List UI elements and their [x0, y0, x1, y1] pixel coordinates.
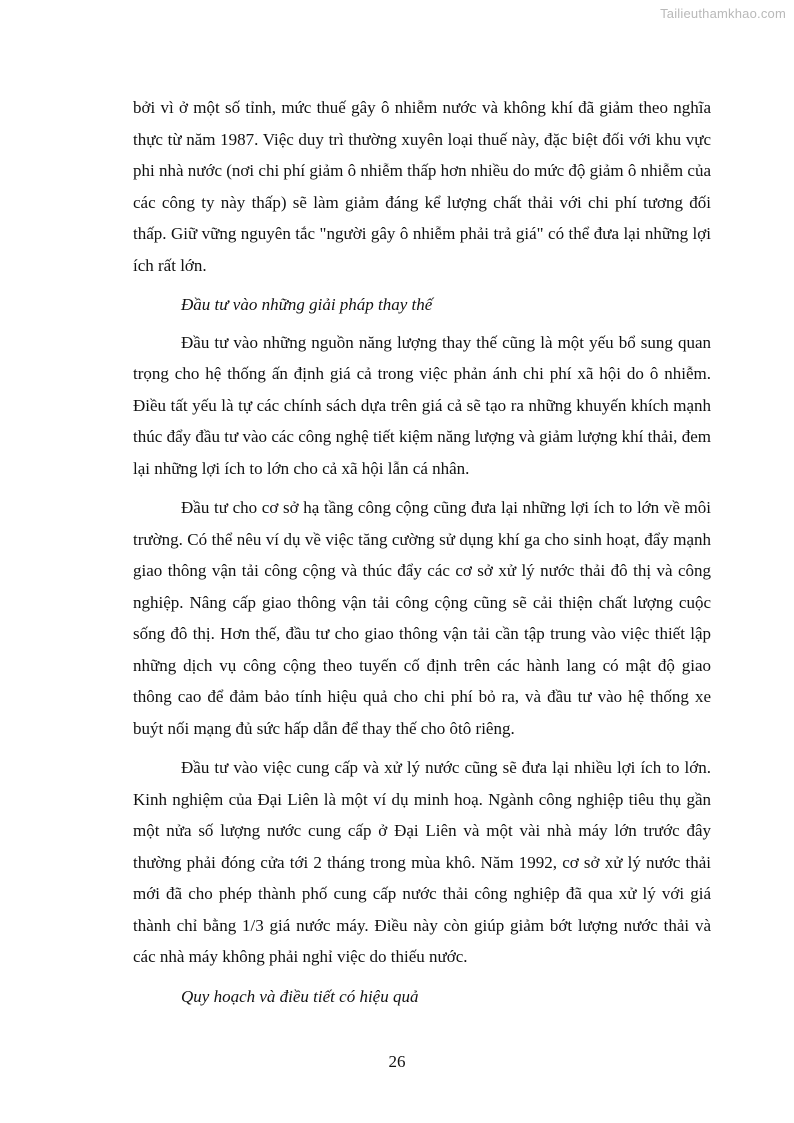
paragraph-water: Đầu tư vào việc cung cấp và xử lý nước cũng sẽ đưa lại nhiều lợi ích to lớn. Kinh nghiệm của Đại Liên là một ví dụ minh hoạ. Ngành công nghiệp tiêu thụ gần một nửa số lượng nước cung cấp ở Đại Liên và một vài nhà máy lớn trước đây thường phải đóng cửa tới 2 tháng trong mùa khô. Năm 1992, cơ sở xử lý nước thải mới đã cho phép thành phố cung cấp nước thải công nghiệp đã qua xử lý với giá thành chỉ bằng 1/3 giá nước máy. Điều này còn giúp giảm bớt lượng nước thải và các nhà máy không phải nghỉ việc do thiếu nước. — [133, 758, 711, 966]
document-body — [133, 92, 711, 1018]
paragraph-energy: Đầu tư vào những nguồn năng lượng thay thế cũng là một yếu bổ sung quan trọng cho hệ thống ấn định giá cả trong việc phản ánh chi phí xã hội do ô nhiễm. Điều tất yếu là tự các chính sách dựa trên giá cả sẽ tạo ra những khuyến khích mạnh thúc đẩy đầu tư vào các công nghệ tiết kiệm năng lượng và giảm lượng khí thải, đem lại những lợi ích to lớn cho cả xã hội lẫn cá nhân. — [133, 332, 711, 478]
section-heading-planning: Quy hoạch và điều tiết có hiệu quả — [181, 986, 419, 1006]
watermark-text: Tailieuthamkhao.com — [660, 6, 786, 21]
paragraph-continuation: bởi vì ở một số tỉnh, mức thuế gây ô nhiễm nước và không khí đã giảm theo nghĩa thực từ năm 1987. Việc duy trì thường xuyên loại thuế này, đặc biệt đối với khu vực phi nhà nước (nơi chi phí giảm ô nhiễm thấp hơn nhiều do mức độ giảm ô nhiễm của các công ty này thấp) sẽ làm giảm đáng kể lượng chất thải với chi phí tương đối thấp. Giữ vững nguyên tắc "người gây ô nhiễm phải trả giá" có thể đưa lại những lợi ích rất lớn. — [133, 98, 711, 275]
paragraph-infrastructure: Đầu tư cho cơ sở hạ tầng công cộng cũng đưa lại những lợi ích to lớn về môi trường. Có thể nêu ví dụ về việc tăng cường sử dụng khí ga cho sinh hoạt, đẩy mạnh giao thông vận tải công cộng và thúc đẩy các cơ sở xử lý nước thải đô thị và công nghiệp. Nâng cấp giao thông vận tải công cộng cũng sẽ cải thiện chất lượng cuộc sống đô thị. Hơn thế, đầu tư cho giao thông vận tải cần tập trung vào việc thiết lập những dịch vụ công cộng theo tuyến cố định trên các hành lang có mật độ giao thông cao để đảm bảo tính hiệu quả cho chi phí bỏ ra, và đầu tư vào hệ thống xe buýt nối mạng đủ sức hấp dẫn để thay thế cho ôtô riêng. — [133, 498, 711, 738]
section-heading-alternatives: Đầu tư vào những giải pháp thay thế — [181, 295, 433, 314]
page-number: 26 — [388, 1052, 406, 1071]
